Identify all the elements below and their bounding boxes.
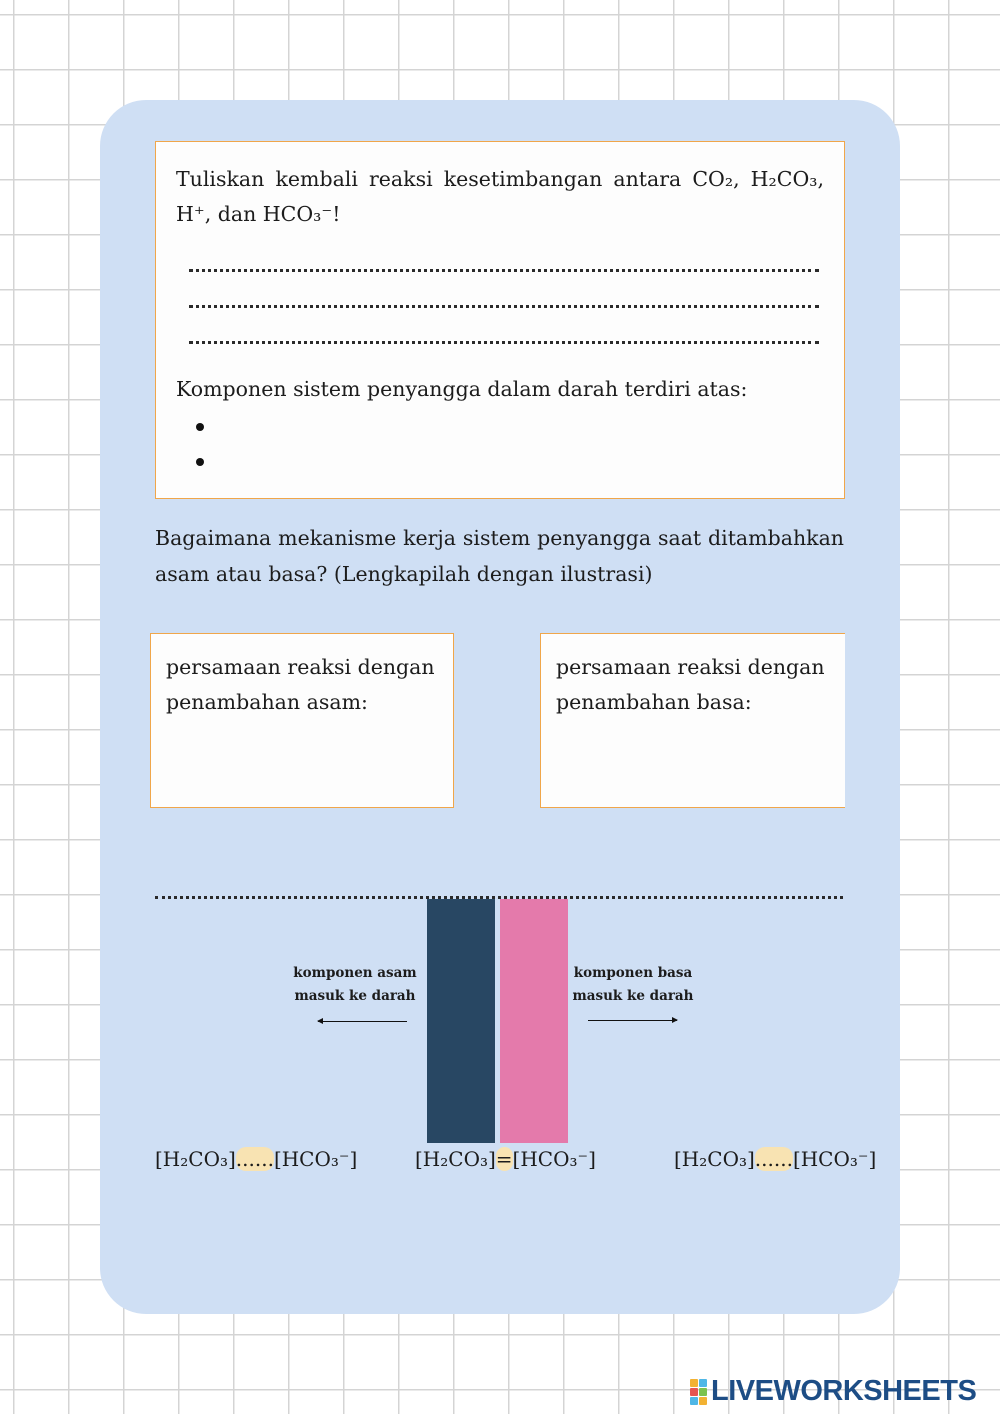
equation-right: [H₂CO₃]......[HCO₃⁻]: [674, 1147, 877, 1171]
acid-component-bar: [427, 899, 495, 1143]
blank-left[interactable]: ......: [235, 1147, 274, 1171]
blank-right[interactable]: ......: [754, 1147, 793, 1171]
answer-line-2[interactable]: [189, 305, 819, 308]
bullet-2: [196, 458, 204, 466]
question-2-prompt: Bagaimana mekanisme kerja sistem penyangga saat ditambahkan asam atau basa? (Lengkapilah dengan ilustrasi): [155, 526, 844, 586]
bullet-1: [196, 423, 204, 431]
dotted-line: [155, 896, 843, 899]
liveworksheets-wordmark: LIVEWORKSHEETS: [711, 1375, 977, 1407]
acid-input-label: komponen asam masuk ke darah: [293, 965, 417, 1004]
answer-line-1[interactable]: [189, 269, 819, 272]
acid-reaction-label: persamaan reaksi dengan penambahan asam:: [166, 655, 435, 714]
arrow-right-icon: [588, 1020, 677, 1021]
liveworksheets-logo: [690, 1375, 976, 1408]
equation-left: [H₂CO₃]......[HCO₃⁻]: [155, 1147, 358, 1171]
equation-center: [H₂CO₃]=[HCO₃⁻]: [415, 1147, 596, 1171]
question-1-box: [155, 141, 845, 499]
base-input-label: komponen basa masuk ke darah: [572, 965, 694, 1004]
liveworksheets-icon: [690, 1379, 707, 1405]
base-component-bar: [500, 899, 568, 1143]
answer-line-3[interactable]: [189, 341, 819, 344]
base-reaction-box[interactable]: [540, 633, 845, 808]
arrow-left-icon: [318, 1021, 407, 1022]
acid-reaction-box[interactable]: [150, 633, 454, 808]
components-label: Komponen sistem penyangga dalam darah terdiri atas:: [176, 377, 748, 401]
equals-sign: =: [495, 1147, 513, 1171]
question-1-prompt: Tuliskan kembali reaksi kesetimbangan antara CO₂, H₂CO₃, H⁺, dan HCO₃⁻!: [176, 167, 824, 226]
base-reaction-label: persamaan reaksi dengan penambahan basa:: [556, 655, 825, 714]
